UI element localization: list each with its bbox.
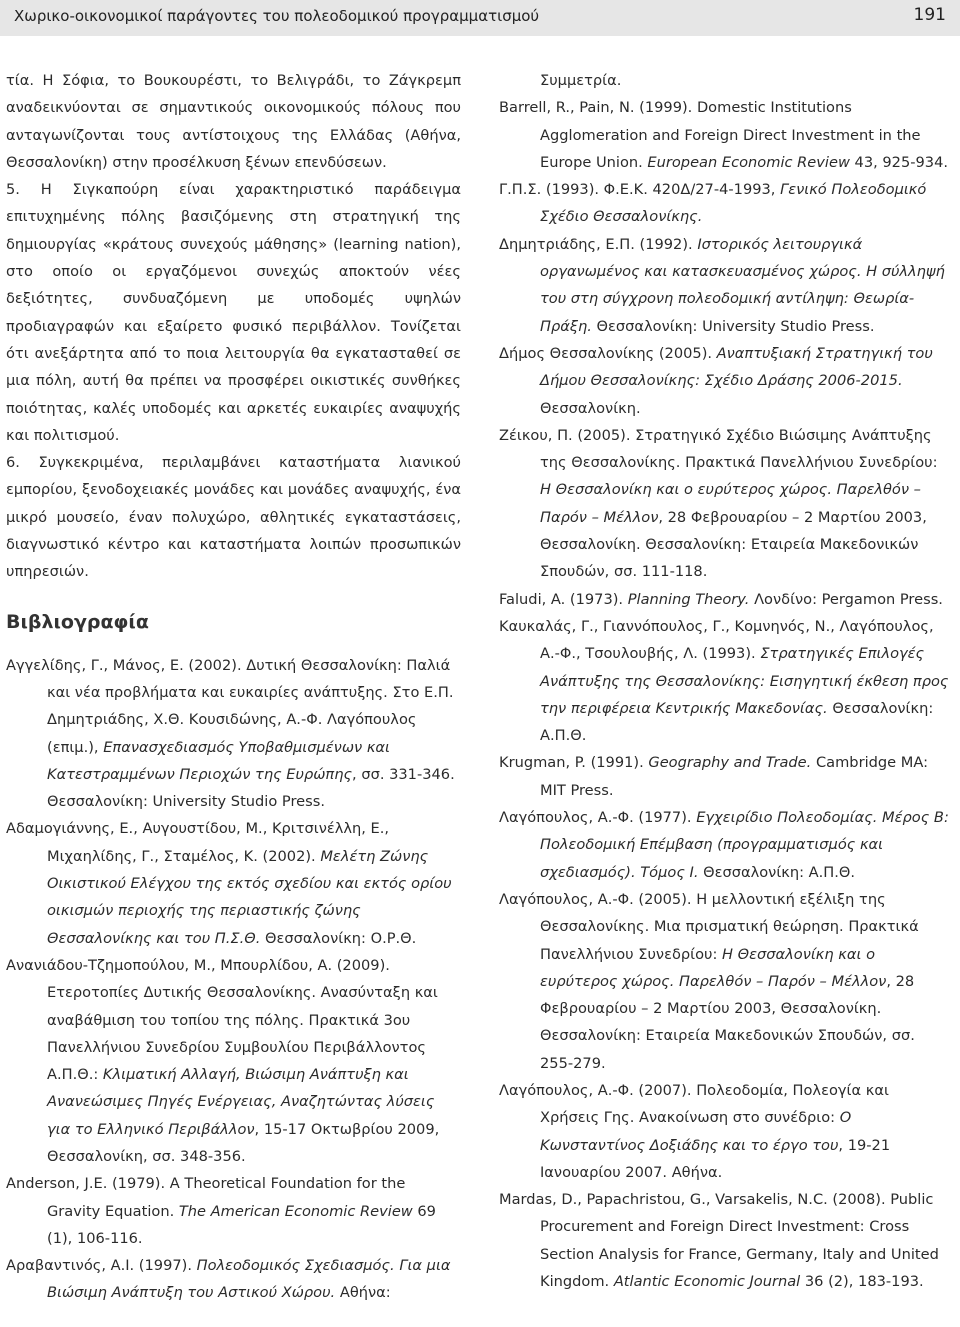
- reference-details: , σσ. 331-346. Θεσσαλονίκη: University Studio Press.: [47, 765, 455, 811]
- reference-text: Λαγόπουλος, Α.-Φ. (1977).: [499, 809, 697, 827]
- reference-title: Εγχειρίδιο Πολεοδομίας. Μέρος Β: Πολεοδομική Επέμβαση (προγραμματισμός και σχεδιασμός). Τόμος Ι.: [540, 809, 949, 881]
- reference-details: Θεσσαλονίκη: University Studio Press.: [591, 317, 875, 335]
- page-number: 191: [913, 5, 946, 25]
- reference-text: Καυκαλάς, Γ., Γιαννόπουλος, Γ., Κομνηνός, Ν., Λαγόπουλος, Α.-Φ., Τσουλουβής, Λ. (1993).: [499, 617, 934, 663]
- reference-details: Λονδίνο: Pergamon Press.: [749, 590, 943, 608]
- reference-entry: [499, 231, 950, 340]
- reference-entry: [499, 1077, 950, 1186]
- reference-details: Θεσσαλονίκη: Α.Π.Θ.: [540, 699, 934, 745]
- reference-details: , 15-17 Οκτωβρίου 2009, Θεσσαλονίκη, σσ. 348-356.: [47, 1120, 440, 1165]
- reference-entry: [499, 1186, 950, 1295]
- reference-entry: [499, 613, 950, 749]
- running-title: Χωρικο-οικονομικοί παράγοντες του πολεοδομικού προγραμματισμού: [14, 7, 540, 25]
- reference-details: Αθήνα:: [335, 1284, 391, 1302]
- paragraph-continuation: τία. Η Σόφια, το Βουκουρέστι, το Βελιγράδι, το Ζάγκρεμπ αναδεικνύονται σε σημαντικούς οικονομικούς πόλους που ανταγωνίζονται τους αντίστοιχους της Ελλάδας (Αθήνα, Θεσσαλονίκη) στην προσέλκυση ξένων επενδύσεων.: [6, 72, 461, 171]
- reference-text: Λαγόπουλος, Α.-Φ. (2007). Πολεοδομία, Πολεογία και Χρήσεις Γης. Ανακοίνωση στο συνέδριο:: [499, 1081, 889, 1127]
- reference-text: Δήμος Θεσσαλονίκης (2005).: [499, 344, 717, 362]
- reference-title: Επανασχεδιασμός Υποβαθμισμένων και Κατεστραμμένων Περιοχών της Ευρώπης: [47, 738, 390, 783]
- reference-text: Ζέικου, Π. (2005). Στρατηγικό Σχέδιο Βιώσιμης Ανάπτυξης της Θεσσαλονίκης. Πρακτικά Πανελλήνιου Συνεδρίου:: [499, 426, 938, 472]
- reference-text: Συμμετρία.: [540, 72, 622, 89]
- reference-entry: [499, 749, 950, 804]
- reference-title: Κλιματική Αλλαγή, Βιώσιμη Ανάπτυξη και Ανανεώσιμες Πηγές Ενέργειας, Αναζητώντας λύσεις για το Ελληνικό Περιβάλλον: [47, 1066, 435, 1138]
- reference-entry: [6, 1170, 461, 1252]
- reference-entry: [6, 1252, 461, 1307]
- bibliography-heading: Βιβλιογραφία: [6, 610, 149, 633]
- reference-title: Ιστορικός λειτουργικά οργανωμένος και κατασκευασμένος χώρος. Η σύλληψή του στη σύγχρονη πολεοδομική αντίληψη: Θεωρία-Πράξη.: [540, 235, 945, 335]
- reference-title: Μελέτη Ζώνης Οικιστικού Ελέγχου της εκτός σχεδίου και εκτός ορίου οικισμών περιοχής της περιαστικής ζώνης Θεσσαλονίκης και του Π.Σ.Θ.: [47, 847, 452, 947]
- reference-details: 69 (1), 106-116.: [47, 1202, 436, 1247]
- reference-details: Θεσσαλονίκη: Ο.Ρ.Θ.: [260, 929, 417, 947]
- reference-text: Αραβαντινός, Α.Ι. (1997).: [6, 1257, 197, 1275]
- reference-entry: [6, 815, 461, 951]
- reference-details: Cambridge MA: MIT Press.: [540, 754, 928, 799]
- reference-entry: [499, 804, 950, 886]
- endnote-5: 5. Η Σιγκαπούρη είναι χαρακτηριστικό παράδειγμα επιτυχημένης πόλης βασιζόμενης στη στρατηγική της δημιουργίας «κράτους συνεχούς μάθησης» (learning nation), στο οποίο οι εργαζόμενοι συνεχώς αποκτούν νέες δεξιότητες, συνδυαζόμενη με υποδομές υψηλών προδιαγραφών και εξαίρετο φυσικό περιβάλλον. Τονίζεται ότι ανεξάρτητα από το ποια λειτουργία θα εγκατασταθεί σε μια πόλη, αυτή θα πρέπει να προσφέρει οικιστικές συνθήκες ποιότητας, καλές υποδομές και αρκετές ευκαιρίες αναψυχής και πολιτισμού.: [6, 181, 461, 444]
- reference-title: European Economic Review: [647, 153, 850, 171]
- reference-text: Γ.Π.Σ. (1993). Φ.Ε.Κ. 420Δ/27-4-1993,: [499, 181, 781, 199]
- endnote-6: 6. Συγκεκριμένα, περιλαμβάνει καταστήματα λιανικού εμπορίου, ξενοδοχειακές μονάδες και μονάδες αναψυχής, ένα μικρό μουσείο, έναν πολυχώρο, αθλητικές εγκαταστάσεις, διαγνωστικό κέντρο και καταστήματα λοιπών προσωπικών υπηρεσιών.: [6, 454, 461, 581]
- reference-entry: [499, 886, 950, 1077]
- reference-text: Δημητριάδης, Ε.Π. (1992).: [499, 235, 698, 253]
- reference-entry: [499, 586, 950, 613]
- reference-text: Λαγόπουλος, Α.-Φ. (2005). Η μελλοντική εξέλιξη της Θεσσαλονίκης. Μια πρισματική θεώρηση. Πρακτικά Πανελλήνιου Συνεδρίου:: [499, 890, 919, 963]
- reference-entry: [499, 94, 950, 176]
- reference-details: 36 (2), 183-193.: [800, 1273, 924, 1291]
- reference-title: Atlantic Economic Journal: [613, 1273, 801, 1291]
- reference-entry: [499, 67, 950, 94]
- reference-title: Planning Theory.: [627, 590, 750, 608]
- reference-title: The American Economic Review: [178, 1202, 413, 1220]
- reference-title: Η Θεσσαλονίκη και ο ευρύτερος χώρος. Παρελθόν – Παρόν – Μέλλον: [540, 481, 921, 526]
- reference-entry: [6, 652, 461, 816]
- reference-entry: [6, 952, 461, 1170]
- reference-text: Anderson, J.E. (1979). A Theoretical Foundation for the Gravity Equation.: [6, 1175, 406, 1220]
- reference-text: Αδαμογιάννης, Ε., Αυγουστίδου, Μ., Κριτσινέλλη, Ε., Μιχαηλίδης, Γ., Σταμέλος, Κ. (2002).: [6, 820, 390, 865]
- reference-title: Στρατηγικές Επιλογές Ανάπτυξης της Θεσσαλονίκης: Εισηγητική έκθεση προς την περιφέρεια Κεντρικής Μακεδονίας.: [540, 645, 949, 717]
- running-header: [0, 0, 960, 36]
- reference-title: Η Θεσσαλονίκη και ο ευρύτερος χώρος. Παρελθόν – Παρόν – Μέλλον: [540, 945, 887, 990]
- reference-text: Mardas, D., Papachristou, G., Varsakelis, N.C. (2008). Public Procurement and Foreign Direct Investment: Cross Section Analysis for France, Germany, Italy and United Kingdom.: [499, 1191, 939, 1291]
- reference-title: Αναπτυξιακή Στρατηγική του Δήμου Θεσσαλονίκης: Σχέδιο Δράσης 2006-2015.: [540, 344, 933, 390]
- reference-title: Geography and Trade.: [648, 754, 812, 772]
- reference-text: Ανανιάδου-Τζημοπούλου, Μ., Μπουρλίδου, Α. (2009). Ετεροτοπίες Δυτικής Θεσσαλονίκης. Ανασύνταξη και αναβάθμιση του τοπίου της πόλης. Πρακτικά 3ου Πανελλήνιου Συνεδρίου Συμβουλίου Περιβάλλοντος Α.Π.Θ.:: [6, 956, 438, 1084]
- reference-title: Γενικό Πολεοδομικό Σχέδιο Θεσσαλονίκης.: [540, 181, 927, 226]
- reference-details: , 19-21 Ιανουαρίου 2007. Αθήνα.: [540, 1136, 891, 1181]
- reference-details: Θεσσαλονίκη: Α.Π.Θ.: [698, 863, 856, 881]
- left-column: [6, 67, 461, 1307]
- right-column: [499, 67, 950, 1295]
- reference-title: Ο Κωνσταντίνος Δοξιάδης και το έργο του: [540, 1109, 852, 1154]
- reference-text: Barrell, R., Pain, N. (1999). Domestic Institutions Agglomeration and Foreign Direct Investment in the Europe Union.: [499, 99, 921, 171]
- reference-details: , 28 Φεβρουαρίου – 2 Μαρτίου 2003, Θεσσαλονίκη. Θεσσαλονίκη: Εταιρεία Μακεδονικών Σπουδών, σσ. 255-279.: [540, 972, 915, 1072]
- reference-entry: [499, 422, 950, 586]
- reference-text: Faludi, A. (1973).: [499, 590, 628, 608]
- right-reference-list: [499, 67, 950, 1295]
- reference-entry: [499, 176, 950, 231]
- reference-details: , 28 Φεβρουαρίου – 2 Μαρτίου 2003, Θεσσαλονίκη. Θεσσαλονίκη: Εταιρεία Μακεδονικών Σπουδών, σσ. 111-118.: [540, 508, 927, 581]
- reference-details: Θεσσαλονίκη.: [540, 399, 641, 417]
- left-reference-list: [6, 652, 461, 1307]
- reference-details: 43, 925-934.: [849, 153, 948, 171]
- reference-title: Πολεοδομικός Σχεδιασμός. Για μια Βιώσιμη Ανάπτυξη του Αστικού Χώρου.: [47, 1257, 451, 1302]
- reference-text: Αγγελίδης, Γ., Μάνος, Ε. (2002). Δυτική Θεσσαλονίκη: Παλιά και νέα προβλήματα και ευκαιρίες ανάπτυξης. Στο Ε.Π. Δημητριάδης, Χ.Θ. Κουσιδώνης, Α.-Φ. Λαγόπουλος (επιμ.),: [6, 656, 454, 756]
- reference-text: Krugman, P. (1991).: [499, 754, 649, 772]
- reference-entry: [499, 340, 950, 422]
